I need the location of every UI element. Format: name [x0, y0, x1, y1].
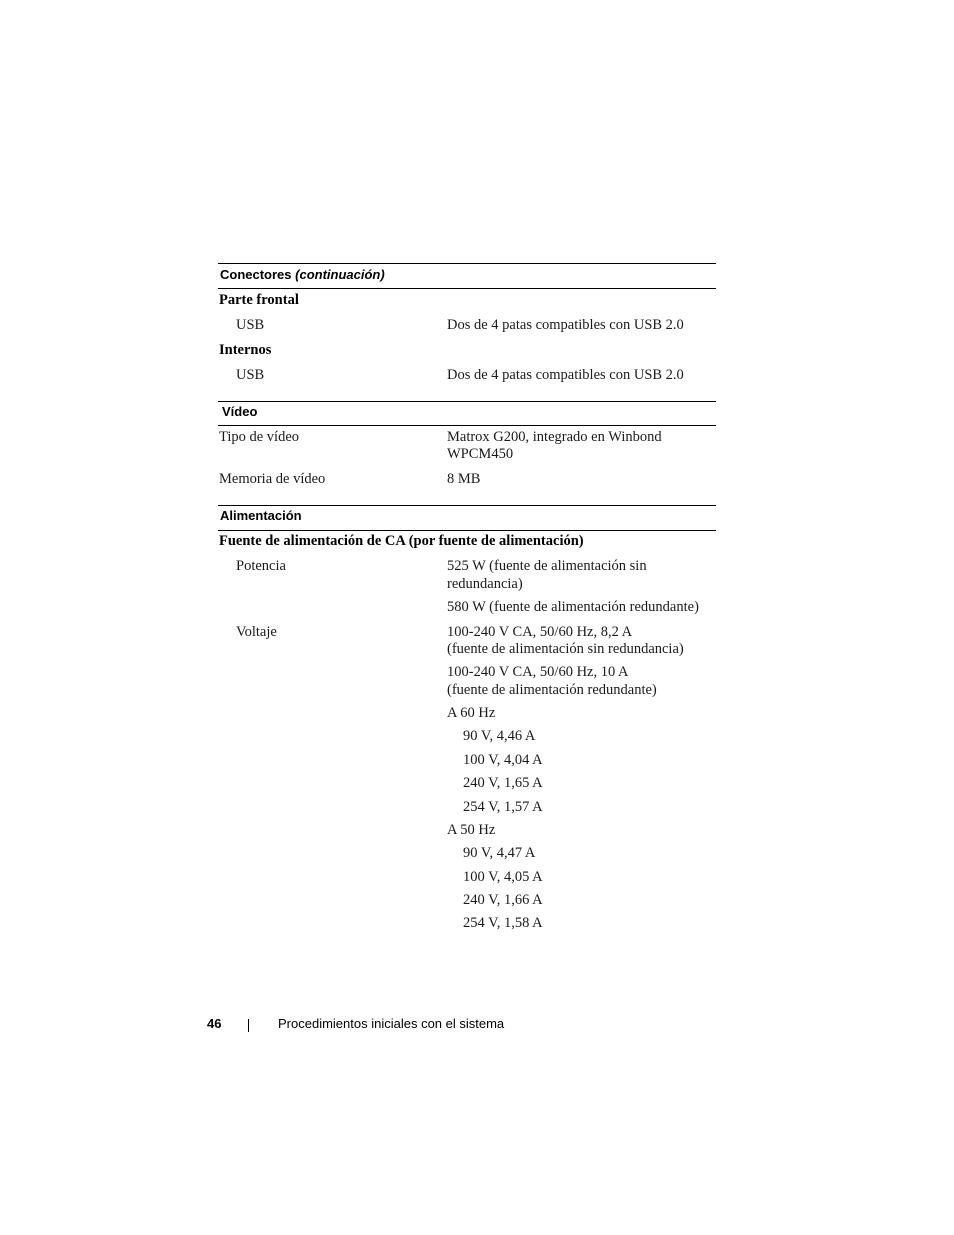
video-memory-value: 8 MB	[447, 471, 481, 487]
voltage-value2-line1: 100-240 V CA, 50/60 Hz, 10 A	[447, 664, 629, 680]
power-top-rule	[218, 505, 716, 506]
power-supply-label: Fuente de alimentación de CA (por fuente de alimentación)	[219, 533, 584, 549]
at-60hz-value: 254 V, 1,57 A	[463, 799, 543, 815]
at-50hz-value: 254 V, 1,58 A	[463, 915, 543, 931]
wattage-value2: 580 W (fuente de alimentación redundante)	[447, 599, 699, 615]
internal-label: Internos	[219, 342, 272, 358]
at-60hz-value: 240 V, 1,65 A	[463, 775, 543, 791]
voltage-label: Voltaje	[236, 624, 277, 640]
video-memory-label: Memoria de vídeo	[219, 471, 326, 487]
footer-section-title: Procedimientos iniciales con el sistema	[278, 1016, 505, 1031]
voltage-value2-line2: (fuente de alimentación redundante)	[447, 682, 657, 698]
connectors-heading-rule	[218, 288, 716, 289]
front-usb-label: USB	[236, 317, 265, 333]
video-top-rule	[218, 401, 716, 402]
power-heading-rule	[218, 530, 716, 531]
connectors-title-suffix: (continuación)	[295, 267, 385, 282]
footer-separator	[248, 1019, 249, 1032]
at-50hz-label: A 50 Hz	[447, 822, 496, 838]
table-top-rule	[218, 263, 716, 264]
at-60hz-label: A 60 Hz	[447, 705, 496, 721]
wattage-value1-line2: redundancia)	[447, 576, 523, 592]
video-section-heading: Vídeo	[222, 404, 258, 419]
at-50hz-value: 90 V, 4,47 A	[463, 845, 536, 861]
at-60hz-value: 90 V, 4,46 A	[463, 728, 536, 744]
video-type-value-line2: WPCM450	[447, 446, 514, 462]
internal-usb-value: Dos de 4 patas compatibles con USB 2.0	[447, 367, 684, 383]
at-50hz-value: 240 V, 1,66 A	[463, 892, 543, 908]
front-label: Parte frontal	[219, 292, 299, 308]
internal-usb-label: USB	[236, 367, 265, 383]
video-type-label: Tipo de vídeo	[219, 429, 300, 445]
voltage-value1-line2: (fuente de alimentación sin redundancia)	[447, 641, 684, 657]
voltage-value1-line1: 100-240 V CA, 50/60 Hz, 8,2 A	[447, 624, 633, 640]
video-heading-rule	[218, 425, 716, 426]
power-section-heading: Alimentación	[220, 508, 302, 523]
at-50hz-value: 100 V, 4,05 A	[463, 869, 543, 885]
connectors-section-heading	[220, 267, 385, 282]
page-number: 46	[207, 1016, 222, 1031]
video-type-value-line1: Matrox G200, integrado en Winbond	[447, 429, 662, 445]
wattage-value1-line1: 525 W (fuente de alimentación sin	[447, 558, 647, 574]
at-60hz-value: 100 V, 4,04 A	[463, 752, 543, 768]
connectors-title: Conectores	[220, 267, 292, 282]
wattage-label: Potencia	[236, 558, 286, 574]
front-usb-value: Dos de 4 patas compatibles con USB 2.0	[447, 317, 684, 333]
